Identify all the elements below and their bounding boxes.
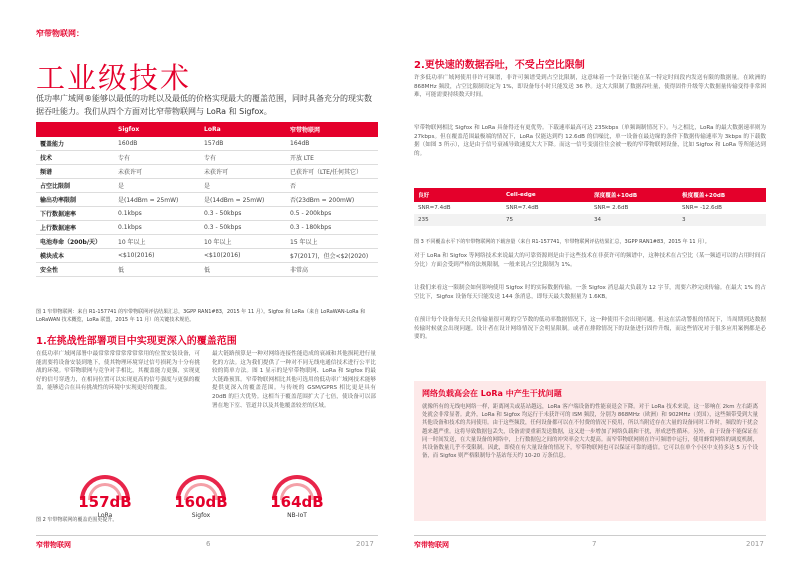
table-header-cell: 窄带物联网 (286, 122, 378, 137)
table-cell: 非常高 (286, 263, 378, 277)
snr-table (414, 188, 766, 226)
table-cell: 235 (414, 214, 502, 226)
table-header-cell (36, 122, 114, 137)
table-cell: 专有 (114, 151, 200, 165)
table-header-row (36, 122, 378, 137)
table-row (36, 221, 378, 235)
badge-value: 164dB (270, 493, 324, 511)
row-label: 占空比限制 (36, 179, 114, 193)
intro-paragraph: 低功率广域网®能够以最低的功耗以及最低的价格实现最大的覆盖范围，同时具备充分的现实数据吞吐能力。我们从四个方面对比窄带物联网与 LoRa 和 Sigfox。 (36, 94, 372, 116)
figure-2-caption: 图 2 窄带物联网的覆盖范围更提升。 (36, 517, 118, 523)
table-cell: 0.3 - 50kbps (200, 207, 286, 221)
table-cell: SNR= -12.6dB (682, 205, 722, 211)
callout-box (414, 381, 766, 521)
table-cell: SNR=7.4dB (506, 205, 539, 211)
table-cell: SNR= 2.6dB (594, 205, 629, 211)
table-row (36, 165, 378, 179)
table-cell: 未获许可 (200, 165, 286, 179)
row-label: 技术 (36, 151, 114, 165)
table-cell: 10 年以上 (200, 235, 286, 249)
table-cell: 164dB (286, 137, 378, 151)
table-cell: 专有 (200, 151, 286, 165)
table-cell: 是 (200, 179, 286, 193)
row-label: 安全性 (36, 263, 114, 277)
table-header-cell: 良好 (414, 188, 502, 202)
row-label: 覆盖能力 (36, 137, 114, 151)
row-label: 频谱 (36, 165, 114, 179)
table-cell: 是(14dBm = 25mW) (200, 193, 286, 207)
table-cell: 低 (114, 263, 200, 277)
page-number: 6 (206, 540, 211, 548)
row-label: 上行数据速率 (36, 221, 114, 235)
badge-label: Sigfox (191, 512, 211, 519)
table-cell: 157dB (200, 137, 286, 151)
page-number: 7 (592, 540, 597, 548)
table-header-cell: 极度覆盖+20dB (678, 188, 766, 202)
table-cell: 0.1kbps (114, 221, 200, 235)
section-1-heading: 1.在挑战性部署项目中实现更深入的覆盖范围 (36, 336, 237, 347)
section-1-body-col1: 在低功率广域网部署中最常常常常常常常常用的位置安装设备，可能需要将设备安装到地下，使其物理环境穿过信号损耗为十分有挑战的环境。窄带物联网与竞争对手相比，其覆盖能力更强，实现更好的信号穿透力，在相同位置可以实现更高的信号强度与更强的覆盖，能够适合在具有挑战性的环境中实现更好的覆盖。 (36, 351, 200, 392)
table-cell: SNR=7.4dB (418, 205, 451, 211)
table-row (36, 263, 378, 277)
callout-title: 网络负载高会在 LoRa 中产生干扰问题 (422, 389, 562, 398)
section-2-heading: 2.更快速的数据吞吐，不受占空比限制 (414, 60, 585, 71)
section-2-body-a: 许多低功率广域网使用非许可频谱，非许可频谱受到占空比限制，这意味着一个设备只能在某一特定时间段内发送有限的数据量。在欧洲的 868MHz 频段，占空比限制设定为 1%，即设备每小时只能发送 36 秒。这大大限制了数据吞吐量，使得固件升级等大数据量传输变得非常困难，可能需要持续数天时间。 (414, 75, 766, 99)
section-2-body-c: 对于 LoRa 和 Sigfox 等网络技术来说最大的可靠资源则是由于这些技术在非获许可的频谱中，这种技术在占空比（某一频道可以的占用时间百分比）方面会受到严格的法规限制，一般来说占空比限制为 1%。 (414, 253, 766, 268)
table-cell: 15 年以上 (286, 235, 378, 249)
table-cell: <$10(2016) (114, 249, 200, 263)
comparison-table (36, 122, 378, 277)
callout-body: 就像所有的无线电网络一样，距离网关或基站越远，LoRa 客户端设备的性能衰退会下降。对于 LoRa 技术来说，这一影响在 2km 左右距离处就会非常显著。此外，LoRa 和 Sigfox 均运行于未获许可的 ISM 频段，分别为 868MHz（欧洲）和 902MHz（美国），这些频带受到大量其他设备和技术的共同使用。由于这些频段，任何设备都可以在不付费的情况下使用，所以当附近存在大量的设备同时工作时，频段的干扰会越来越严重。这将导致数据包丢失，设备需要重新发送数据，这又进一步增加了网络负载和干扰，形成恶性循环。另外，由于设备不能保证在同一时间发送，在大量设备的网络中，上行数据包之间的冲突率会大大提高。而窄带物联网则在许可频谱中运行，使用蜂窝网络的调度机制，其设备数量几乎不受限制。因此，即使在有大量设备的情况下，窄带物联网也可以保证可靠的通信。它可以在单个小区中支持多达 5 万个设备，而 Sigfox 则严格限制每个基站每天约 10-20 万条信息。 (422, 404, 758, 460)
figure-1-caption: 图 1 窄带物联网：来自 R1-157741 的窄带物联网评估结果汇总，3GPP RAN1#83，2015 年 11 月）。Sigfox 和 LoRa（来自 LoRaWAN-LoRa 和 LoRaWAN 技术概览，LoRa 联盟，2015 年 11 月）的关键技术规范。 (36, 309, 366, 323)
section-2-body-e: 在预计每个设备每天只会传输量很可观的空节数的低功率数据情况下，这一种使用不会出现问题。但这在活动警报的情况下，当周期到达数据传输时候就会出现问题。设计者在设计网络情况下会明显限制。或者在排除情况下的设备进行固件升级，而这些情况对于很多应用案例都是必要的。 (414, 317, 766, 341)
table-row (36, 207, 378, 221)
table-header-cell: LoRa (200, 122, 286, 137)
table-cell: 0.5 - 200kbps (286, 207, 378, 221)
table-cell: 是(14dBm = 25mW) (114, 193, 200, 207)
section-1-body-col2: 最大链路预算是一种对网络连接性能造成的衰减和其他损耗进行量化的方法。这为我们提供了一种对不同无线电通信技术进行公平比较的简单方法。图 1 显示的是窄带物联网、LoRa 和 Sigfox 的最大链路预算。窄带物联网相比其他可选用的低功率广域网技术能够提供更深入的覆盖范围。与传统的 GSM/GPRS 相比更是具有 20dB 的巨大优势。这相当于覆盖范围扩大了七倍，使设备可以部署在地下室、管道井以及其他覆盖较差的区域。 (212, 351, 376, 409)
coverage-badge-sigfox (172, 483, 230, 523)
coverage-badge-nbiot (268, 483, 326, 523)
section-2-body-d: 让我们来看这一限制会如何影响使用 Sigfox 时的实际数据传输。一条 Sigfox 消息最大负载为 12 字节，需要六秒完成传输。在最大 1% 的占空比下，Sigfox 设备每天只能发送 144 条消息，即每天最大数据量为 1.6KB。 (414, 285, 766, 300)
table-cell: 0.3 - 180kbps (286, 221, 378, 235)
table-cell: 低 (200, 263, 286, 277)
row-label: 下行数据速率 (36, 207, 114, 221)
figure-3-caption: 图 3 不同覆盖水平下的窄带物联网的下载容量（来自 R1-157741，窄带物联网评估结果汇总，3GPP RAN1#83，2015 年 11 月）。 (414, 239, 710, 245)
row-label: 输出功率限制 (36, 193, 114, 207)
table-cell: 是 (114, 179, 200, 193)
row-label: 模块成本 (36, 249, 114, 263)
table-row (36, 193, 378, 207)
page-title: 工业级技术 (36, 61, 192, 95)
footer-title: 窄带物联网 (36, 541, 71, 549)
table-cell: 开放 LTE (286, 151, 378, 165)
table-header-row (414, 188, 766, 202)
footer-rule (414, 535, 766, 536)
table-cell: 0.1kbps (114, 207, 200, 221)
table-cell: 否(23dBm = 200mW) (286, 193, 378, 207)
badge-label: NB-IoT (287, 512, 307, 519)
table-row (36, 235, 378, 249)
table-row (36, 249, 378, 263)
table-row (414, 202, 766, 214)
table-header-cell: Cell-edge (502, 188, 590, 202)
table-row (36, 151, 378, 165)
table-cell: 10 年以上 (114, 235, 200, 249)
table-cell: 否 (286, 179, 378, 193)
table-cell: 3 (678, 214, 766, 226)
table-header-cell: 深度覆盖+10dB (590, 188, 678, 202)
table-header-cell: Sigfox (114, 122, 200, 137)
table-row (36, 179, 378, 193)
table-cell: <$10(2016) (200, 249, 286, 263)
footer-rule (36, 535, 378, 536)
footer-year: 2017 (356, 540, 374, 548)
row-label: 电池寿命（200b/天） (36, 235, 114, 249)
table-cell: 已获许可（LTE/任何其它） (286, 165, 378, 179)
table-row (36, 137, 378, 151)
section-2-body-b: 窄带物联网相比 Sigfox 和 LoRa 具备得还有更优势。下载速率最高可达 235kbps（单频调制情况下）。与之相比，LoRa 的最大数据速率则为 27kbps。但在覆盖范围最极端的情况下，LoRa 仅能达到约 12.6dB 的信噪比，单一设备在最边缘的条件下数据传输速率为 3kbps 的下载数据（如图 3 所示），这是由于信号衰减导致速度大大下降。而这一信号变弱往往会被一般的窄带物联网设备，比如 Sigfox 和 LoRa 等所能达到的。 (414, 125, 766, 157)
page-header: 窄带物联网： (36, 29, 84, 38)
table-cell: 34 (590, 214, 678, 226)
table-cell: 75 (502, 214, 590, 226)
table-cell: $7(2017)，但会<$2(2020) (286, 249, 378, 263)
badge-value: 157dB (78, 493, 132, 511)
table-row (414, 214, 766, 226)
table-cell: 未获许可 (114, 165, 200, 179)
table-cell: 160dB (114, 137, 200, 151)
table-cell: 0.3 - 50kbps (200, 221, 286, 235)
footer-title: 窄带物联网 (414, 541, 449, 549)
badge-label: LoRa (97, 512, 113, 519)
footer-year: 2017 (746, 540, 764, 548)
badge-value: 160dB (174, 493, 228, 511)
